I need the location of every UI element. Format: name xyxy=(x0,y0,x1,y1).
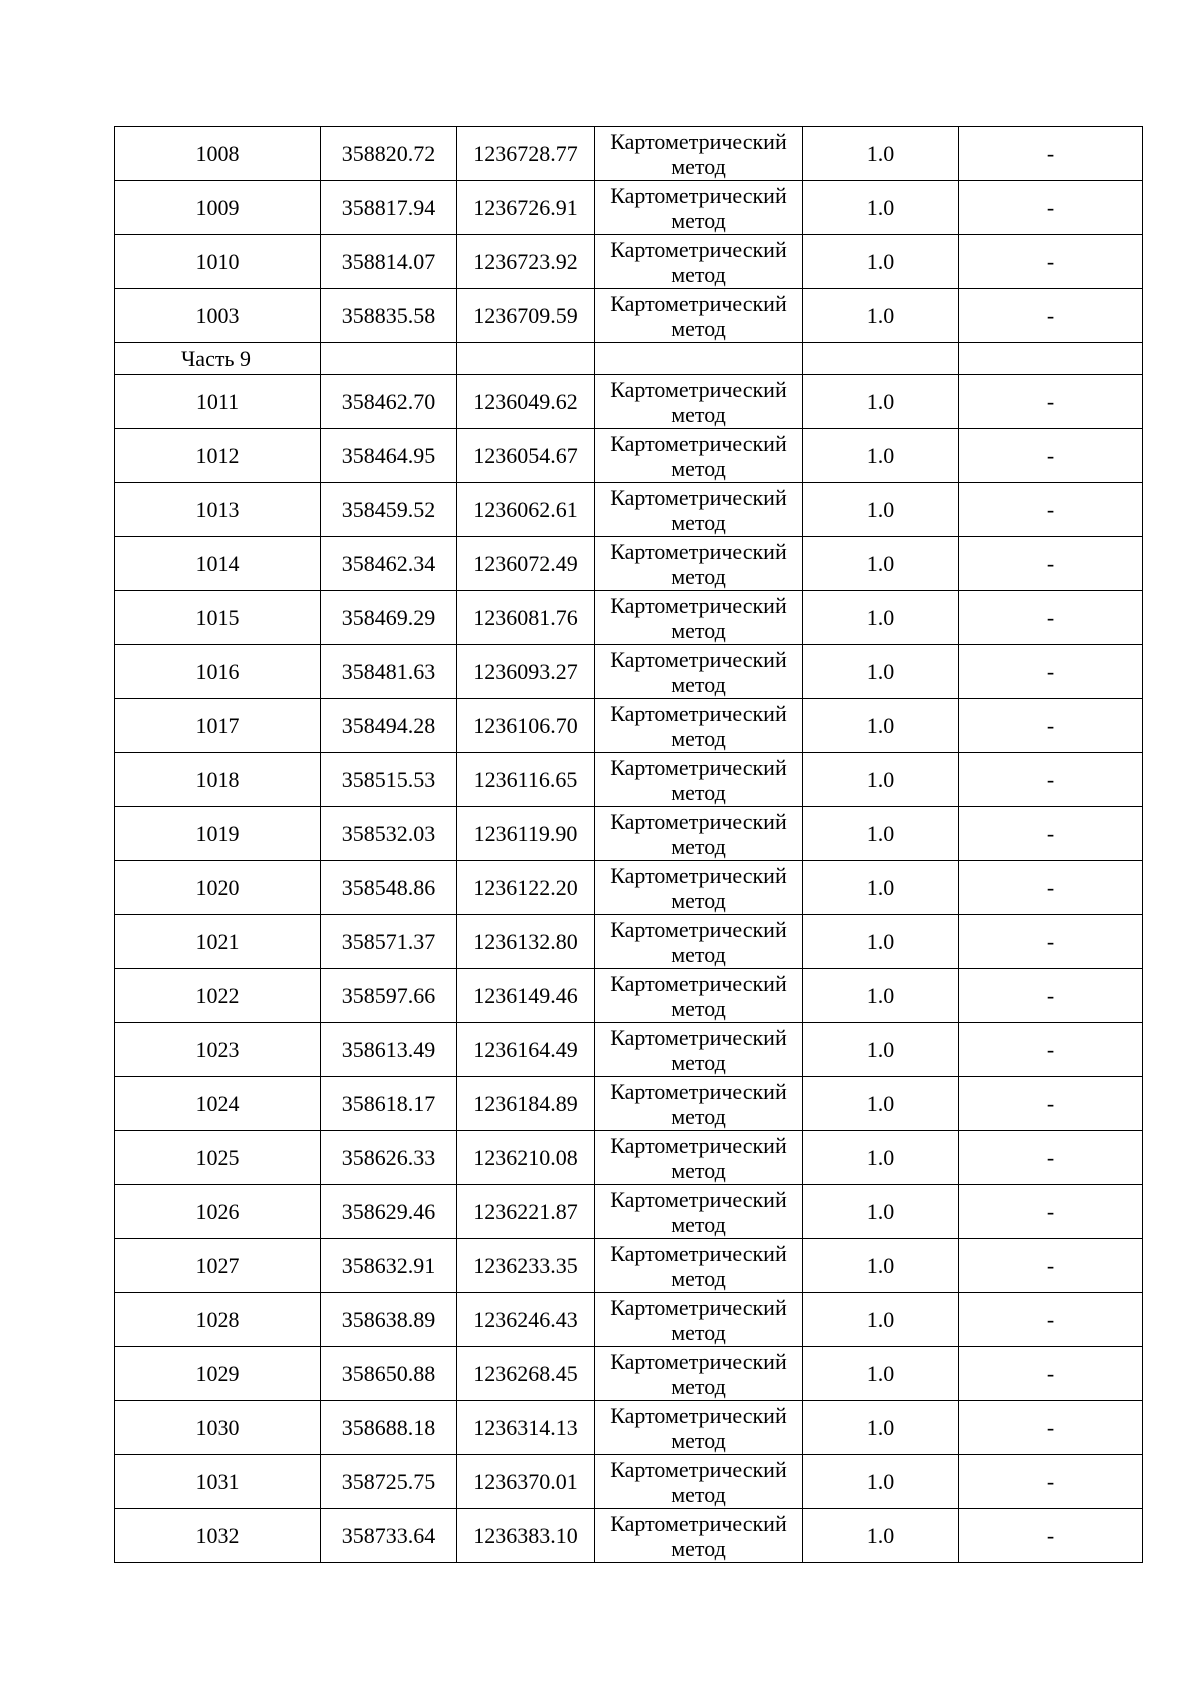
y-coordinate-cell: 1236122.20 xyxy=(457,861,595,915)
point-number-cell: 1017 xyxy=(115,699,321,753)
description-cell: - xyxy=(959,969,1143,1023)
accuracy-cell: 1.0 xyxy=(803,1293,959,1347)
table-row xyxy=(115,753,1143,807)
point-number-cell: 1027 xyxy=(115,1239,321,1293)
point-number-cell: 1019 xyxy=(115,807,321,861)
y-coordinate-cell: 1236093.27 xyxy=(457,645,595,699)
y-coordinate-cell: 1236246.43 xyxy=(457,1293,595,1347)
x-coordinate-cell: 358459.52 xyxy=(321,483,457,537)
description-cell: - xyxy=(959,915,1143,969)
description-cell: - xyxy=(959,127,1143,181)
method-cell xyxy=(595,1455,803,1509)
method-text: Картометрический метод xyxy=(610,484,787,535)
point-number-cell: 1021 xyxy=(115,915,321,969)
part-header-row xyxy=(115,343,1143,375)
description-cell: - xyxy=(959,429,1143,483)
table-row xyxy=(115,289,1143,343)
method-text: Картометрический метод xyxy=(610,128,787,179)
y-coordinate-cell: 1236072.49 xyxy=(457,537,595,591)
point-number-cell: 1011 xyxy=(115,375,321,429)
method-cell xyxy=(595,699,803,753)
point-number-cell: 1031 xyxy=(115,1455,321,1509)
table-row xyxy=(115,645,1143,699)
accuracy-cell: 1.0 xyxy=(803,1077,959,1131)
y-coordinate-cell: 1236268.45 xyxy=(457,1347,595,1401)
description-cell: - xyxy=(959,1131,1143,1185)
empty-cell xyxy=(457,343,595,375)
method-text: Картометрический метод xyxy=(610,182,787,233)
description-cell: - xyxy=(959,537,1143,591)
point-number-cell: 1026 xyxy=(115,1185,321,1239)
point-number-cell: 1016 xyxy=(115,645,321,699)
table-row xyxy=(115,483,1143,537)
method-cell xyxy=(595,289,803,343)
y-coordinate-cell: 1236726.91 xyxy=(457,181,595,235)
description-cell: - xyxy=(959,235,1143,289)
method-cell xyxy=(595,753,803,807)
description-cell: - xyxy=(959,1455,1143,1509)
point-number-cell: 1028 xyxy=(115,1293,321,1347)
method-text: Картометрический метод xyxy=(610,1402,787,1453)
y-coordinate-cell: 1236728.77 xyxy=(457,127,595,181)
x-coordinate-cell: 358515.53 xyxy=(321,753,457,807)
accuracy-cell: 1.0 xyxy=(803,289,959,343)
accuracy-cell: 1.0 xyxy=(803,1185,959,1239)
accuracy-cell: 1.0 xyxy=(803,127,959,181)
method-text: Картометрический метод xyxy=(610,236,787,287)
point-number-cell: 1013 xyxy=(115,483,321,537)
x-coordinate-cell: 358462.70 xyxy=(321,375,457,429)
accuracy-cell: 1.0 xyxy=(803,1023,959,1077)
empty-cell xyxy=(803,343,959,375)
table-row xyxy=(115,969,1143,1023)
method-text: Картометрический метод xyxy=(610,1294,787,1345)
description-cell: - xyxy=(959,1401,1143,1455)
table-row xyxy=(115,1239,1143,1293)
y-coordinate-cell: 1236049.62 xyxy=(457,375,595,429)
method-cell xyxy=(595,1347,803,1401)
coordinates-table xyxy=(114,126,1143,1563)
method-cell xyxy=(595,969,803,1023)
y-coordinate-cell: 1236709.59 xyxy=(457,289,595,343)
method-cell xyxy=(595,645,803,699)
description-cell: - xyxy=(959,645,1143,699)
method-cell xyxy=(595,1023,803,1077)
method-cell xyxy=(595,181,803,235)
y-coordinate-cell: 1236184.89 xyxy=(457,1077,595,1131)
point-number-cell: 1023 xyxy=(115,1023,321,1077)
method-cell xyxy=(595,1077,803,1131)
point-number-cell: 1003 xyxy=(115,289,321,343)
description-cell: - xyxy=(959,483,1143,537)
accuracy-cell: 1.0 xyxy=(803,483,959,537)
description-cell: - xyxy=(959,1185,1143,1239)
x-coordinate-cell: 358629.46 xyxy=(321,1185,457,1239)
method-cell xyxy=(595,807,803,861)
y-coordinate-cell: 1236106.70 xyxy=(457,699,595,753)
point-number-cell: 1015 xyxy=(115,591,321,645)
point-number-cell: 1029 xyxy=(115,1347,321,1401)
accuracy-cell: 1.0 xyxy=(803,235,959,289)
method-text: Картометрический метод xyxy=(610,538,787,589)
table-row xyxy=(115,1347,1143,1401)
table-row xyxy=(115,1131,1143,1185)
table-row xyxy=(115,807,1143,861)
accuracy-cell: 1.0 xyxy=(803,1455,959,1509)
description-cell: - xyxy=(959,1509,1143,1563)
method-cell xyxy=(595,127,803,181)
y-coordinate-cell: 1236062.61 xyxy=(457,483,595,537)
empty-cell xyxy=(959,343,1143,375)
table-row xyxy=(115,915,1143,969)
accuracy-cell: 1.0 xyxy=(803,375,959,429)
x-coordinate-cell: 358632.91 xyxy=(321,1239,457,1293)
method-cell xyxy=(595,861,803,915)
y-coordinate-cell: 1236149.46 xyxy=(457,969,595,1023)
x-coordinate-cell: 358725.75 xyxy=(321,1455,457,1509)
method-text: Картометрический метод xyxy=(610,430,787,481)
method-text: Картометрический метод xyxy=(610,1078,787,1129)
accuracy-cell: 1.0 xyxy=(803,915,959,969)
accuracy-cell: 1.0 xyxy=(803,753,959,807)
x-coordinate-cell: 358650.88 xyxy=(321,1347,457,1401)
method-cell xyxy=(595,1131,803,1185)
description-cell: - xyxy=(959,753,1143,807)
method-text: Картометрический метод xyxy=(610,646,787,697)
table-row xyxy=(115,127,1143,181)
method-text: Картометрический метод xyxy=(610,1348,787,1399)
table-row xyxy=(115,1293,1143,1347)
empty-cell xyxy=(321,343,457,375)
x-coordinate-cell: 358532.03 xyxy=(321,807,457,861)
method-text: Картометрический метод xyxy=(610,808,787,859)
point-number-cell: 1022 xyxy=(115,969,321,1023)
method-text: Картометрический метод xyxy=(610,376,787,427)
x-coordinate-cell: 358469.29 xyxy=(321,591,457,645)
y-coordinate-cell: 1236164.49 xyxy=(457,1023,595,1077)
table-row xyxy=(115,1077,1143,1131)
accuracy-cell: 1.0 xyxy=(803,807,959,861)
table-row xyxy=(115,861,1143,915)
x-coordinate-cell: 358814.07 xyxy=(321,235,457,289)
description-cell: - xyxy=(959,591,1143,645)
table-row xyxy=(115,591,1143,645)
method-text: Картометрический метод xyxy=(610,1456,787,1507)
accuracy-cell: 1.0 xyxy=(803,1401,959,1455)
point-number-cell: 1014 xyxy=(115,537,321,591)
method-cell xyxy=(595,1401,803,1455)
table-row xyxy=(115,1509,1143,1563)
method-text: Картометрический метод xyxy=(610,862,787,913)
accuracy-cell: 1.0 xyxy=(803,699,959,753)
description-cell: - xyxy=(959,375,1143,429)
method-text: Картометрический метод xyxy=(610,1240,787,1291)
table-row xyxy=(115,235,1143,289)
x-coordinate-cell: 358571.37 xyxy=(321,915,457,969)
x-coordinate-cell: 358481.63 xyxy=(321,645,457,699)
y-coordinate-cell: 1236054.67 xyxy=(457,429,595,483)
y-coordinate-cell: 1236383.10 xyxy=(457,1509,595,1563)
y-coordinate-cell: 1236081.76 xyxy=(457,591,595,645)
x-coordinate-cell: 358597.66 xyxy=(321,969,457,1023)
method-text: Картометрический метод xyxy=(610,1186,787,1237)
method-text: Картометрический метод xyxy=(610,916,787,967)
accuracy-cell: 1.0 xyxy=(803,537,959,591)
x-coordinate-cell: 358613.49 xyxy=(321,1023,457,1077)
y-coordinate-cell: 1236370.01 xyxy=(457,1455,595,1509)
method-text: Картометрический метод xyxy=(610,290,787,341)
method-text: Картометрический метод xyxy=(610,1132,787,1183)
y-coordinate-cell: 1236314.13 xyxy=(457,1401,595,1455)
accuracy-cell: 1.0 xyxy=(803,1347,959,1401)
x-coordinate-cell: 358618.17 xyxy=(321,1077,457,1131)
table-row xyxy=(115,429,1143,483)
method-text: Картометрический метод xyxy=(610,754,787,805)
x-coordinate-cell: 358820.72 xyxy=(321,127,457,181)
description-cell: - xyxy=(959,181,1143,235)
method-text: Картометрический метод xyxy=(610,700,787,751)
y-coordinate-cell: 1236723.92 xyxy=(457,235,595,289)
method-text: Картометрический метод xyxy=(610,1024,787,1075)
method-cell xyxy=(595,375,803,429)
method-cell xyxy=(595,1239,803,1293)
method-cell xyxy=(595,483,803,537)
description-cell: - xyxy=(959,1023,1143,1077)
point-number-cell: 1008 xyxy=(115,127,321,181)
table-row xyxy=(115,1023,1143,1077)
method-text: Картометрический метод xyxy=(610,1510,787,1561)
point-number-cell: 1010 xyxy=(115,235,321,289)
accuracy-cell: 1.0 xyxy=(803,181,959,235)
y-coordinate-cell: 1236210.08 xyxy=(457,1131,595,1185)
table-row xyxy=(115,181,1143,235)
description-cell: - xyxy=(959,289,1143,343)
method-cell xyxy=(595,1185,803,1239)
x-coordinate-cell: 358688.18 xyxy=(321,1401,457,1455)
x-coordinate-cell: 358835.58 xyxy=(321,289,457,343)
table-row xyxy=(115,537,1143,591)
x-coordinate-cell: 358494.28 xyxy=(321,699,457,753)
x-coordinate-cell: 358464.95 xyxy=(321,429,457,483)
method-text: Картометрический метод xyxy=(610,592,787,643)
y-coordinate-cell: 1236116.65 xyxy=(457,753,595,807)
method-cell xyxy=(595,1293,803,1347)
accuracy-cell: 1.0 xyxy=(803,1131,959,1185)
method-text: Картометрический метод xyxy=(610,970,787,1021)
table-row xyxy=(115,699,1143,753)
empty-cell xyxy=(595,343,803,375)
method-cell xyxy=(595,591,803,645)
description-cell: - xyxy=(959,1239,1143,1293)
point-number-cell: 1024 xyxy=(115,1077,321,1131)
point-number-cell: 1025 xyxy=(115,1131,321,1185)
table-row xyxy=(115,1401,1143,1455)
coordinates-table-body xyxy=(115,127,1143,1563)
point-number-cell: 1009 xyxy=(115,181,321,235)
description-cell: - xyxy=(959,807,1143,861)
x-coordinate-cell: 358462.34 xyxy=(321,537,457,591)
table-row xyxy=(115,375,1143,429)
accuracy-cell: 1.0 xyxy=(803,591,959,645)
accuracy-cell: 1.0 xyxy=(803,429,959,483)
table-row xyxy=(115,1185,1143,1239)
accuracy-cell: 1.0 xyxy=(803,969,959,1023)
point-number-cell: 1018 xyxy=(115,753,321,807)
x-coordinate-cell: 358626.33 xyxy=(321,1131,457,1185)
part-label: Часть 9 xyxy=(115,343,321,375)
accuracy-cell: 1.0 xyxy=(803,861,959,915)
method-cell xyxy=(595,429,803,483)
method-cell xyxy=(595,537,803,591)
description-cell: - xyxy=(959,861,1143,915)
point-number-cell: 1032 xyxy=(115,1509,321,1563)
description-cell: - xyxy=(959,1347,1143,1401)
y-coordinate-cell: 1236132.80 xyxy=(457,915,595,969)
accuracy-cell: 1.0 xyxy=(803,645,959,699)
x-coordinate-cell: 358733.64 xyxy=(321,1509,457,1563)
accuracy-cell: 1.0 xyxy=(803,1509,959,1563)
y-coordinate-cell: 1236233.35 xyxy=(457,1239,595,1293)
method-cell xyxy=(595,915,803,969)
accuracy-cell: 1.0 xyxy=(803,1239,959,1293)
y-coordinate-cell: 1236119.90 xyxy=(457,807,595,861)
point-number-cell: 1030 xyxy=(115,1401,321,1455)
x-coordinate-cell: 358638.89 xyxy=(321,1293,457,1347)
description-cell: - xyxy=(959,1293,1143,1347)
method-cell xyxy=(595,1509,803,1563)
x-coordinate-cell: 358817.94 xyxy=(321,181,457,235)
x-coordinate-cell: 358548.86 xyxy=(321,861,457,915)
table-row xyxy=(115,1455,1143,1509)
description-cell: - xyxy=(959,699,1143,753)
point-number-cell: 1012 xyxy=(115,429,321,483)
method-cell xyxy=(595,235,803,289)
description-cell: - xyxy=(959,1077,1143,1131)
y-coordinate-cell: 1236221.87 xyxy=(457,1185,595,1239)
point-number-cell: 1020 xyxy=(115,861,321,915)
